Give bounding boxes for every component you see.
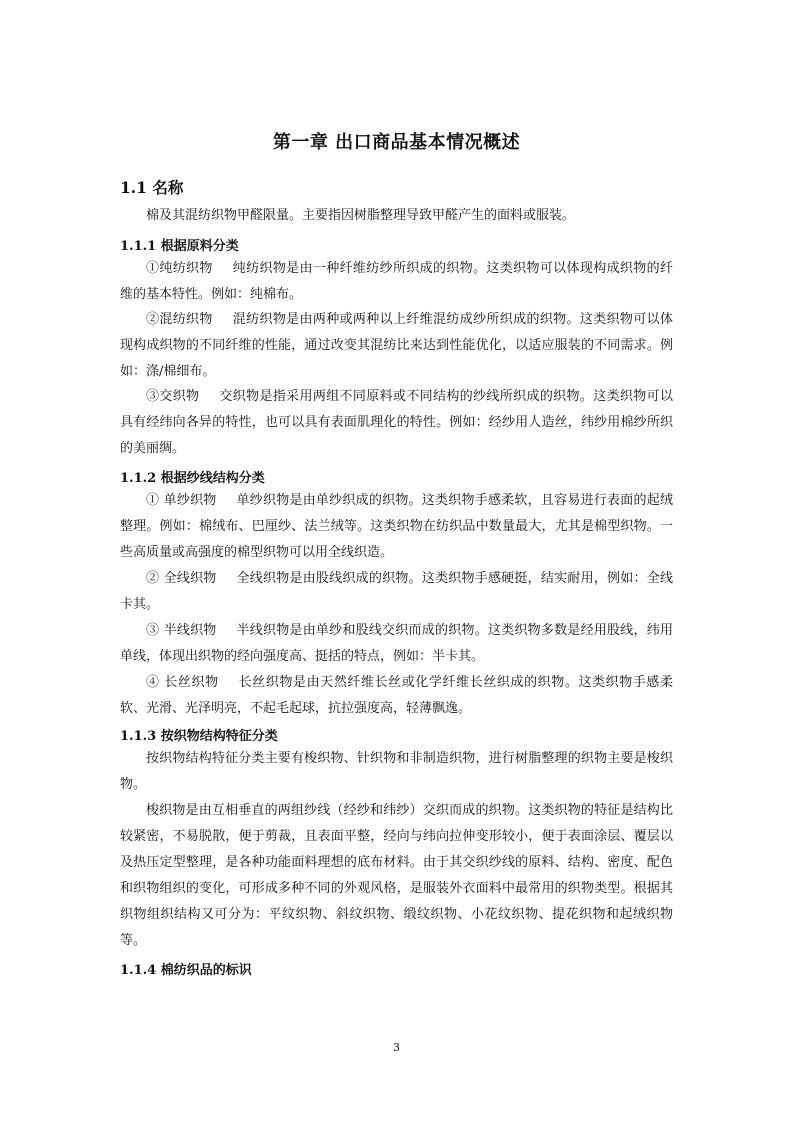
item-text: 纯纺织物是由一种纤维纺纱所织成的织物。这类织物可以体现构成织物的纤维的基本特性。例如：纯棉布。 — [120, 261, 673, 302]
item-term: ① 单纱织物 — [146, 493, 217, 508]
item-term: ② 全线织物 — [146, 571, 217, 586]
item-term: ②混纺织物 — [146, 312, 213, 327]
item-term: ③ 半线织物 — [146, 623, 217, 638]
subsection-heading-1: 1.1.1 根据原料分类 — [120, 239, 239, 254]
list-item — [120, 618, 673, 670]
subsection-heading-3: 1.1.3 按织物结构特征分类 — [120, 729, 278, 744]
list-item — [120, 384, 673, 462]
item-text: 交织物是指采用两组不同原料或不同结构的纱线所织成的织物。这类织物可以具有经纬向各异的特性，也可以具有表面肌理化的特性。例如：经纱用人造丝，纬纱用棉纱所织的美丽绸。 — [120, 389, 673, 456]
list-item — [120, 256, 673, 308]
page-number: 3 — [393, 1041, 400, 1054]
item-text: 单纱织物是由单纱织成的织物。这类织物手感柔软，且容易进行表面的起绒整理。例如：棉绒布、巴厘纱、法兰绒等。这类织物在纺织品中数量最大，尤其是棉型织物。一些高质量或高强度的棉型织物可以用全线织造。 — [120, 493, 673, 560]
item-text: 半线织物是由单纱和股线交织而成的织物。这类织物多数是经用股线，纬用单线，体现出织物的经向强度高、挺括的特点，例如：半卡其。 — [120, 623, 673, 664]
item-term: ④ 长丝织物 — [146, 675, 219, 690]
paragraph: 梭织物是由互相垂直的两组纱线（经纱和纬纱）交织而成的织物。这类织物的特征是结构比较紧密，不易脱散，便于剪裁，且表面平整，经向与纬向拉伸变形较小，便于表面涂层、覆层以及热压定型整理，是各种功能面料理想的底布材料。由于其交织纱线的原料、结构、密度、配色和织物组织的变化，可形成多种不同的外观风格，是服装外衣面料中最常用的织物类型。根据其织物组织结构又可分为：平纹织物、斜纹织物、缎纹织物、小花纹织物、提花织物和起绒织物等。 — [120, 803, 673, 948]
list-item — [120, 670, 673, 722]
item-text: 全线织物是由股线织成的织物。这类织物手感硬挺，结实耐用，例如：全线卡其。 — [120, 571, 673, 612]
chapter-title: 第一章 出口商品基本情况概述 — [272, 132, 521, 153]
item-text: 混纺织物是由两种或两种以上纤维混纺成纱所织成的织物。这类织物可以体现构成织物的不同纤维的性能，通过改变其混纺比来达到性能优化，以适应服装的不同需求。例如：涤/棉细布。 — [120, 312, 673, 379]
subsection-heading-2: 1.1.2 根据纱线结构分类 — [120, 471, 265, 486]
item-text: 长丝织物是由天然纤维长丝或化学纤维长丝织成的织物。这类织物手感柔软、光滑、光泽明亮，不起毛起球，抗拉强度高，轻薄飘逸。 — [120, 675, 673, 716]
section-heading: 1.1 名称 — [120, 178, 184, 197]
list-item — [120, 488, 673, 566]
section-intro: 棉及其混纺织物甲醛限量。主要指因树脂整理导致甲醛产生的面料或服装。 — [146, 208, 576, 223]
paragraph: 按织物结构特征分类主要有梭织物、针织物和非制造织物，进行树脂整理的织物主要是梭织物。 — [120, 751, 673, 792]
list-item — [120, 566, 673, 618]
list-item — [120, 307, 673, 385]
subsection-heading-4: 1.1.4 棉纺织品的标识 — [120, 963, 252, 978]
item-term: ①纯纺织物 — [146, 261, 213, 276]
item-term: ③交织物 — [146, 389, 200, 404]
